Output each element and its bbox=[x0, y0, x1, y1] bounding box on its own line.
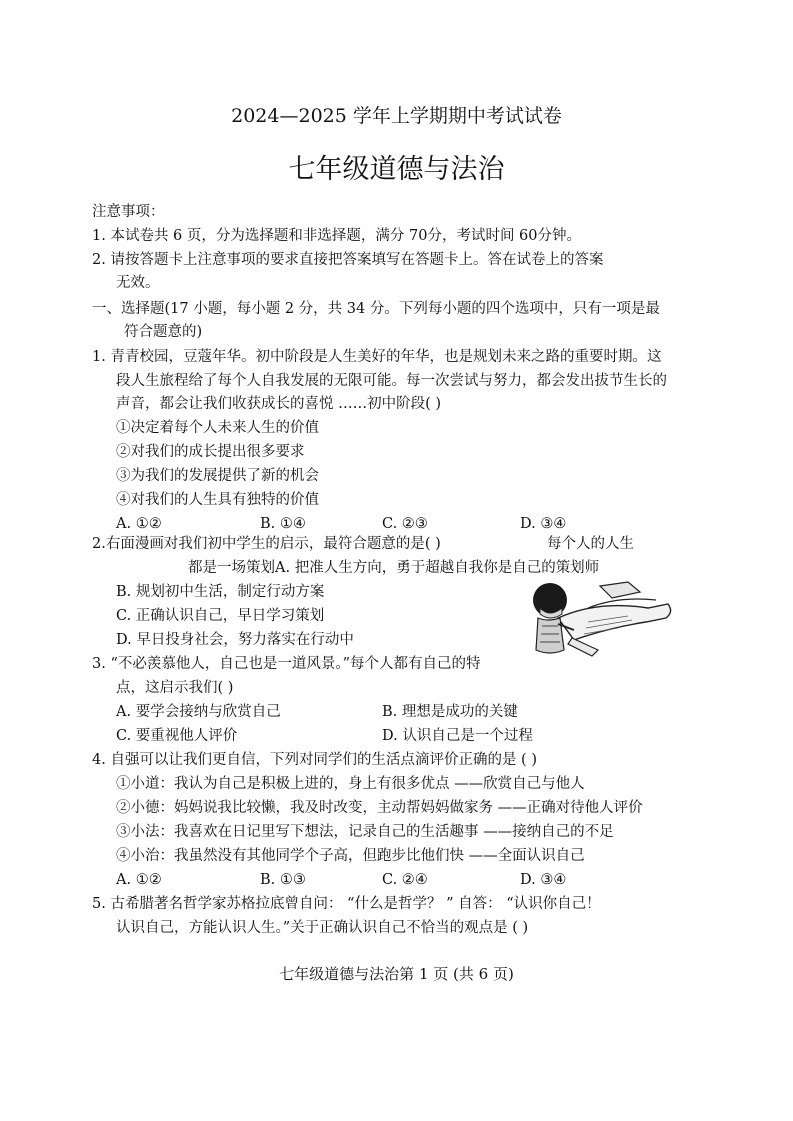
subject-title: 七年级道德与法治 bbox=[288, 154, 505, 185]
page-footer: 七年级道德与法治第 1 页 (共 6 页) bbox=[279, 965, 514, 983]
notes-heading: 注意事项： bbox=[92, 204, 165, 220]
q1-statement: ④对我们的人生具有独特的价值 bbox=[116, 492, 319, 508]
q4-option-a: A. ①② bbox=[116, 872, 162, 888]
q2-option-d: D. 早日投身社会，努力落实在行动中 bbox=[116, 632, 354, 648]
exam-title: 2024—2025 学年上学期期中考试试卷 bbox=[231, 105, 562, 127]
q2-option-c: C. 正确认识自己，早日学习策划 bbox=[116, 608, 325, 624]
q1-statement: ③为我们的发展提供了新的机会 bbox=[116, 468, 319, 484]
q3-text: 3. “不必羡慕他人，自己也是一道风景。”每个人都有自己的特 bbox=[92, 656, 481, 672]
q4-statement: ③小法：我喜欢在日记里写下想法，记录自己的生活趣事 ——接纳自己的不足 bbox=[116, 824, 614, 840]
q3-option-c: C. 要重视他人评价 bbox=[116, 728, 238, 744]
q1-option-a: A. ①② bbox=[116, 516, 162, 532]
q5-text: 认识自己，方能认识人生。”关于正确认识自己不恰当的观点是 ( ) bbox=[116, 920, 529, 936]
q1-statement: ①决定着每个人未来人生的价值 bbox=[116, 420, 319, 436]
note-item: 1. 本试卷共 6 页，分为选择题和非选择题，满分 70分，考试时间 60分钟。 bbox=[92, 228, 582, 244]
q5-text: 5. 古希腊著名哲学家苏格拉底曾自问： “什么是哲学？ ” 自答： “认识你自己！ bbox=[92, 896, 601, 912]
section-heading-cont: 符合题意的) bbox=[124, 324, 203, 340]
q1-text: 1. 青青校园，豆蔻年华。初中阶段是人生美好的年华，也是规划未来之路的重要时期。这 bbox=[92, 349, 662, 365]
q3-option-d: D. 认识自己是一个过程 bbox=[382, 728, 533, 744]
q4-statement: ①小道：我认为自己是积极上进的，身上有很多优点 ——欣赏自己与他人 bbox=[116, 776, 585, 792]
q1-option-d: D. ③④ bbox=[520, 516, 567, 532]
q1-text: 段人生旅程给了每个人自我发展的无限可能。每一次尝试与努力，都会发出拔节生长的 bbox=[116, 373, 667, 389]
comic-caption: 每个人的人生 bbox=[547, 536, 634, 552]
q3-option-a: A. 要学会接纳与欣赏自己 bbox=[116, 704, 281, 720]
note-item: 2. 请按答题卡上注意事项的要求直接把答案填写在答题卡上。答在试卷上的答案 bbox=[92, 252, 604, 268]
q4-statement: ④小治：我虽然没有其他同学个子高，但跑步比他们快 ——全面认识自己 bbox=[116, 848, 585, 864]
comic-illustration bbox=[528, 578, 674, 660]
q4-option-c: C. ②④ bbox=[382, 872, 428, 888]
q4-statement: ②小德：妈妈说我比较懒，我及时改变，主动帮妈妈做家务 ——正确对待他人评价 bbox=[116, 800, 643, 816]
q3-option-b: B. 理想是成功的关键 bbox=[382, 704, 518, 720]
q2-text: 2.右面漫画对我们初中学生的启示，最符合题意的是( ) bbox=[92, 536, 441, 552]
q1-option-c: C. ②③ bbox=[382, 516, 428, 532]
q1-option-b: B. ①④ bbox=[260, 516, 306, 532]
q1-statement: ②对我们的成长提出很多要求 bbox=[116, 444, 305, 460]
q1-text: 声音，都会让我们收获成长的喜悦 ……初中阶段( ) bbox=[116, 396, 442, 412]
q4-option-d: D. ③④ bbox=[520, 872, 567, 888]
q4-option-b: B. ①③ bbox=[260, 872, 306, 888]
q2-option-b: B. 规划初中生活，制定行动方案 bbox=[116, 584, 325, 600]
q4-text: 4. 自强可以让我们更自信，下列对同学们的生活点滴评价正确的是 ( ) bbox=[92, 752, 537, 768]
q2-text: 都是一场策划A. 把准人生方向，勇于超越自我你是自己的策划师 bbox=[188, 560, 600, 576]
section-heading: 一、选择题(17 小题，每小题 2 分，共 34 分。下列每小题的四个选项中，只有一项是最 bbox=[92, 301, 660, 317]
note-item: 无效。 bbox=[116, 275, 160, 291]
q3-text: 点，这启示我们( ) bbox=[116, 680, 234, 696]
